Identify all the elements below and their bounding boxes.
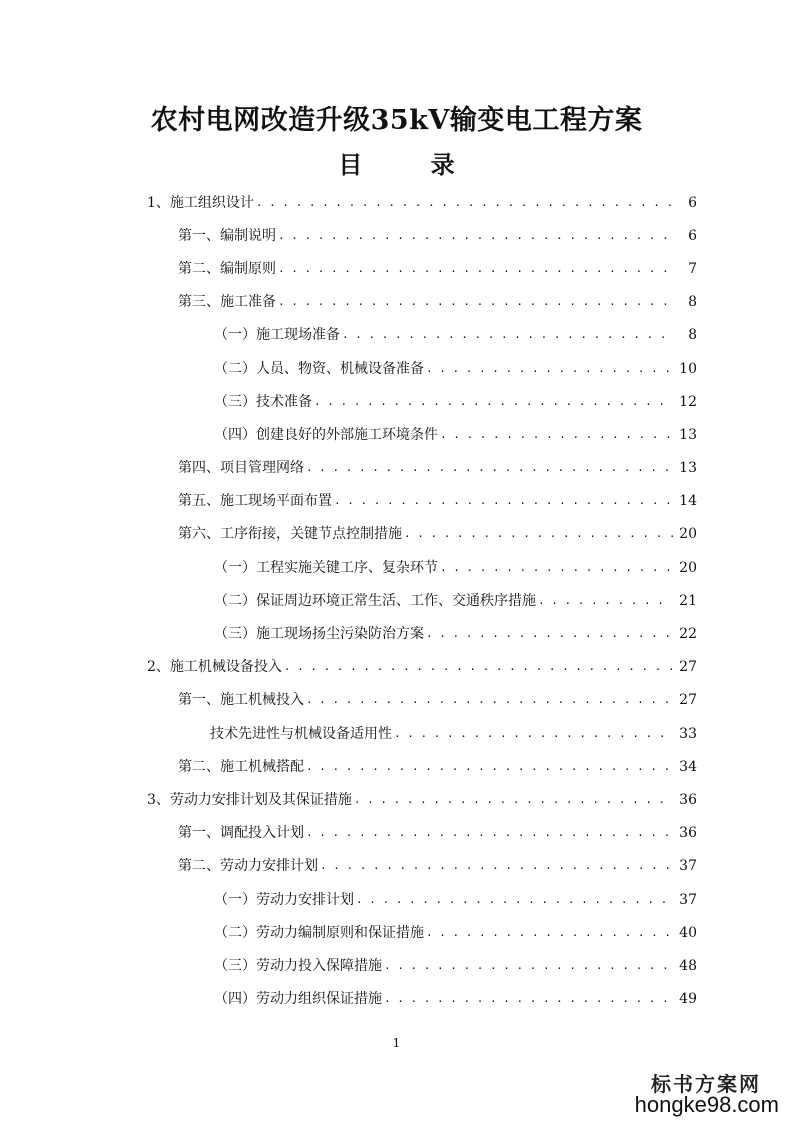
toc-dot-leader bbox=[278, 227, 673, 245]
toc-entry-text: （一）工程实施关键工序、复杂环节 bbox=[214, 560, 438, 576]
toc-page-number: 8 bbox=[688, 327, 697, 343]
toc-dot-leader bbox=[320, 857, 673, 875]
toc-page-number: 20 bbox=[679, 560, 697, 576]
toc-entry[interactable] bbox=[214, 420, 697, 444]
toc-dot-leader bbox=[426, 625, 673, 643]
toc-entry[interactable] bbox=[147, 652, 697, 676]
toc-entry-text: （一）劳动力安排计划 bbox=[214, 892, 354, 908]
toc-entry[interactable] bbox=[178, 486, 697, 510]
toc-entry-text: （三）劳动力投入保障措施 bbox=[214, 958, 382, 974]
toc-entry-text: 第一、施工机械投入 bbox=[178, 692, 304, 708]
toc-page-number: 36 bbox=[679, 825, 697, 841]
toc-entry[interactable] bbox=[214, 885, 697, 909]
page-footer-number: 1 bbox=[392, 1036, 401, 1050]
toc-page-number: 13 bbox=[679, 460, 697, 476]
toc-dot-leader bbox=[314, 393, 673, 411]
toc-entry-text: 技术先进性与机械设备适用性 bbox=[210, 726, 392, 742]
toc-entry[interactable] bbox=[214, 619, 697, 643]
toc-dot-leader bbox=[284, 658, 673, 676]
toc-page-number: 33 bbox=[679, 726, 697, 742]
toc-entry[interactable] bbox=[214, 918, 697, 942]
toc-entry[interactable] bbox=[178, 851, 697, 875]
toc-entry-text: （二）保证周边环境正常生活、工作、交通秩序措施 bbox=[214, 593, 536, 609]
site-watermark bbox=[619, 1068, 779, 1120]
toc-dot-leader bbox=[426, 924, 673, 942]
toc-entry[interactable] bbox=[178, 453, 697, 477]
toc-page-number: 49 bbox=[679, 991, 697, 1007]
toc-entry-text: （四）劳动力组织保证措施 bbox=[214, 991, 382, 1007]
toc-page-number: 20 bbox=[679, 526, 697, 542]
toc-page-number: 13 bbox=[679, 427, 697, 443]
toc-entry-text: 第六、工序衔接，关键节点控制措施 bbox=[178, 526, 402, 542]
document-title: 农村电网改造升级35kV输变电工程方案 bbox=[150, 105, 643, 136]
toc-dot-leader bbox=[440, 426, 673, 444]
toc-heading: 目 录 bbox=[338, 150, 485, 179]
toc-dot-leader bbox=[440, 559, 673, 577]
toc-dot-leader bbox=[342, 326, 673, 344]
toc-entry[interactable] bbox=[178, 685, 697, 709]
toc-dot-leader bbox=[306, 824, 673, 842]
toc-page-number: 21 bbox=[679, 593, 697, 609]
toc-dot-leader bbox=[426, 360, 673, 378]
toc-entry[interactable] bbox=[178, 818, 697, 842]
toc-entry[interactable] bbox=[214, 320, 697, 344]
toc-entry[interactable] bbox=[214, 984, 697, 1008]
toc-page-number: 37 bbox=[679, 892, 697, 908]
toc-page-number: 27 bbox=[679, 692, 697, 708]
toc-page-number: 6 bbox=[688, 228, 697, 244]
toc-page-number: 37 bbox=[679, 858, 697, 874]
toc-entry[interactable] bbox=[147, 188, 697, 212]
toc-page-number: 14 bbox=[679, 493, 697, 509]
toc-entry[interactable] bbox=[178, 221, 697, 245]
toc-entry-text: 第一、调配投入计划 bbox=[178, 825, 304, 841]
toc-page-number: 40 bbox=[679, 925, 697, 941]
toc-page-number: 36 bbox=[679, 792, 697, 808]
toc-page-number: 10 bbox=[679, 361, 697, 377]
toc-entry[interactable] bbox=[214, 951, 697, 975]
toc-dot-leader bbox=[356, 891, 673, 909]
toc-entry-text: 第二、劳动力安排计划 bbox=[178, 858, 318, 874]
toc-entry-text: 第四、项目管理网络 bbox=[178, 460, 304, 476]
watermark-url-text: hongke98.com bbox=[634, 1092, 779, 1117]
toc-page-number: 27 bbox=[679, 659, 697, 675]
toc-page-number: 6 bbox=[688, 195, 697, 211]
toc-entry-text: 第一、编制说明 bbox=[178, 228, 276, 244]
toc-entry[interactable] bbox=[178, 254, 697, 278]
toc-page-number: 48 bbox=[679, 958, 697, 974]
toc-dot-leader bbox=[306, 459, 673, 477]
toc-page-number: 8 bbox=[688, 294, 697, 310]
toc-dot-leader bbox=[394, 725, 673, 743]
watermark-cn-text: 标书方案网 bbox=[651, 1072, 761, 1096]
toc-entry[interactable] bbox=[147, 785, 697, 809]
toc-entry[interactable] bbox=[214, 354, 697, 378]
toc-entry-text: 第三、施工准备 bbox=[178, 294, 276, 310]
toc-entry[interactable] bbox=[178, 519, 697, 543]
toc-page-number: 7 bbox=[688, 261, 697, 277]
toc-dot-leader bbox=[256, 194, 673, 212]
toc-entry-text: 3、劳动力安排计划及其保证措施 bbox=[147, 792, 352, 808]
toc-entry[interactable] bbox=[214, 586, 697, 610]
toc-entry[interactable] bbox=[214, 387, 697, 411]
toc-entry[interactable] bbox=[178, 287, 697, 311]
toc-entry-text: 第二、施工机械搭配 bbox=[178, 759, 304, 775]
toc-dot-leader bbox=[306, 691, 673, 709]
toc-dot-leader bbox=[278, 293, 673, 311]
toc-dot-leader bbox=[278, 260, 673, 278]
toc-entry-text: （三）施工现场扬尘污染防治方案 bbox=[214, 626, 424, 642]
toc-dot-leader bbox=[384, 957, 673, 975]
toc-entry-text: 第五、施工现场平面布置 bbox=[178, 493, 332, 509]
toc-entry-text: 第二、编制原则 bbox=[178, 261, 276, 277]
toc-entry-text: （一）施工现场准备 bbox=[214, 327, 340, 343]
toc-page-number: 34 bbox=[679, 759, 697, 775]
toc-entry[interactable] bbox=[210, 719, 697, 743]
toc-entry[interactable] bbox=[214, 553, 697, 577]
toc-dot-leader bbox=[404, 525, 673, 543]
toc-dot-leader bbox=[334, 492, 673, 510]
toc-entry-text: （四）创建良好的外部施工环境条件 bbox=[214, 427, 438, 443]
toc-dot-leader bbox=[384, 990, 673, 1008]
toc-entry-text: 2、施工机械设备投入 bbox=[147, 659, 282, 675]
toc-page-number: 12 bbox=[679, 394, 697, 410]
toc-dot-leader bbox=[354, 791, 673, 809]
toc-dot-leader bbox=[538, 592, 673, 610]
toc-entry[interactable] bbox=[178, 752, 697, 776]
toc-page-number: 22 bbox=[679, 626, 697, 642]
toc-entry-text: 1、施工组织设计 bbox=[147, 195, 254, 211]
toc-entry-text: （二）劳动力编制原则和保证措施 bbox=[214, 925, 424, 941]
toc-dot-leader bbox=[306, 758, 673, 776]
toc-entry-text: （三）技术准备 bbox=[214, 394, 312, 410]
toc-entry-text: （二）人员、物资、机械设备准备 bbox=[214, 361, 424, 377]
